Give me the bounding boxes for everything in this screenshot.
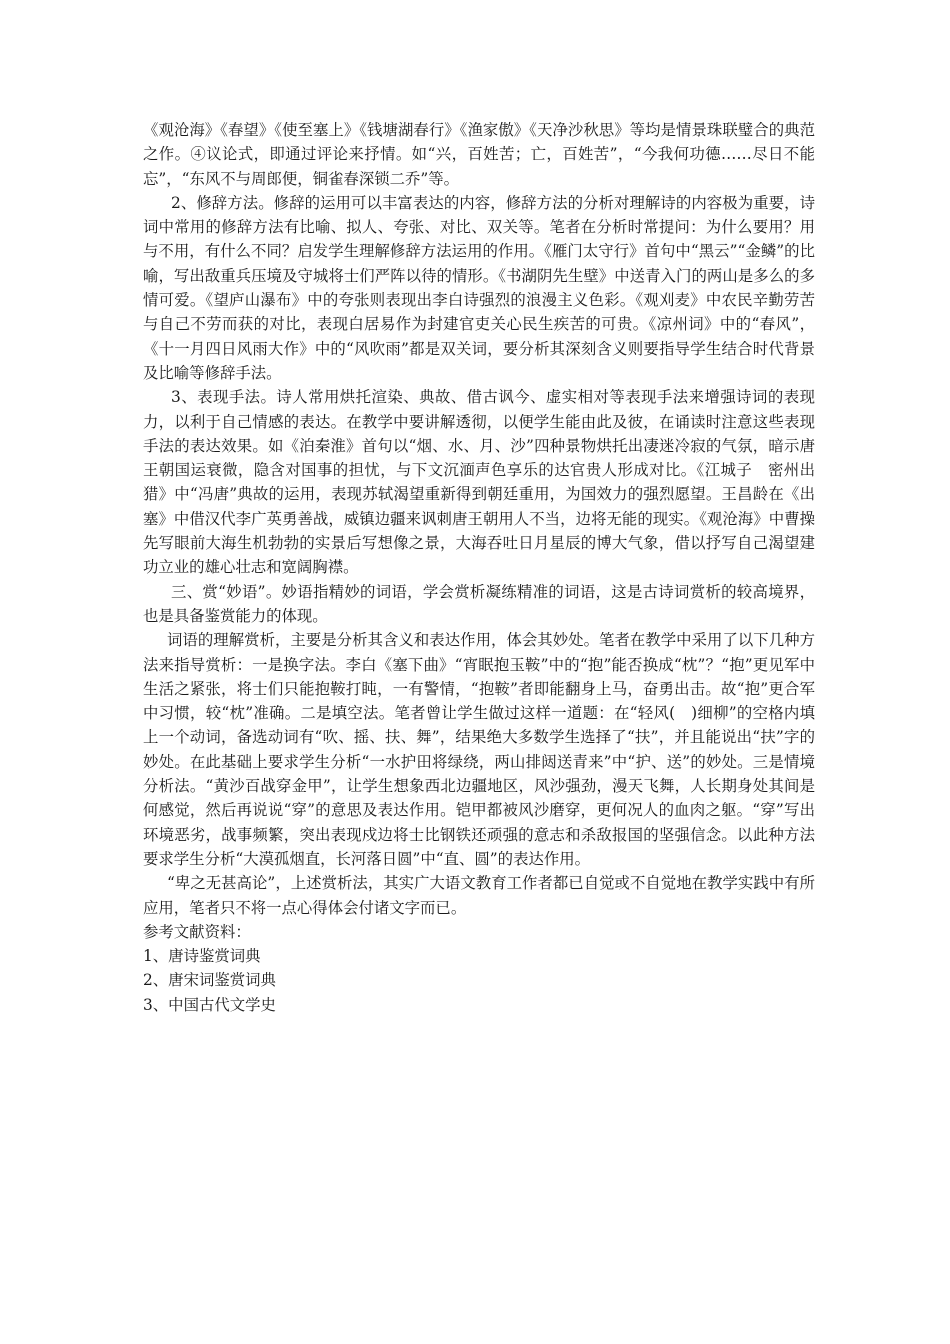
paragraph-conclusion: “卑之无甚高论”，上述赏析法，其实广大语文教育工作者都已自觉或不自觉地在教学实践中有所应用，笔者只不将一点心得体会付诸文字而已。 <box>143 874 815 917</box>
paragraph-expression-techniques: 3、表现手法。诗人常用烘托渲染、典故、借古讽今、虚实相对等表现手法来增强诗词的表现力，以利于自己情感的表达。在教学中要讲解透彻，以便学生能由此及彼，在诵读时注意这些表现手法的表达效果。如《泊秦淮》首句以“烟、水、月、沙”四种景物烘托出凄迷冷寂的气氛，暗示唐王朝国运衰微，隐含对国事的担忧，与下文沉湎声色享乐的达官贵人形成对比。《江城子 密州出猎》中“冯唐”典故的运用，表现苏轼渴望重新得到朝廷重用，为国效力的强烈愿望。王昌龄在《出塞》中借汉代李广英勇善战，威镇边疆来讽刺唐王朝用人不当，边将无能的现实。《观沧海》中曹操先写眼前大海生机勃勃的实景后写想像之景，大海吞吐日月星辰的博大气象，借以抒写自己渴望建功立业的雄心壮志和宽阔胸襟。 <box>143 388 815 577</box>
reference-item: 3、中国古代文学史 <box>143 995 276 1014</box>
reference-item: 2、唐宋词鉴赏词典 <box>143 971 276 990</box>
paragraph-rhetoric-methods: 2、修辞方法。修辞的运用可以丰富表达的内容，修辞方法的分析对理解诗的内容极为重要，诗词中常用的修辞方法有比喻、拟人、夸张、对比、双关等。笔者在分析时常提问：为什么要用？用与不用，有什么不同？启发学生理解修辞方法运用的作用。《雁门太守行》首句中“黑云”“金鳞”的比喻，写出敌重兵压境及守城将士们严阵以待的情形。《书湖阴先生壁》中送青入门的两山是多么的多情可爱。《望庐山瀑布》中的夸张则表现出李白诗强烈的浪漫主义色彩。《观刈麦》中农民辛勤劳苦与自己不劳而获的对比，表现白居易作为封建官吏关心民生疾苦的可贵。《凉州词》中的“春风”，《十一月四日风雨大作》中的“风吹雨”都是双关词，要分析其深刻含义则要指导学生结合时代背景及比喻等修辞手法。 <box>143 193 815 382</box>
document-body <box>143 118 815 1017</box>
reference-item: 1、唐诗鉴赏词典 <box>143 947 261 966</box>
paragraph-appreciate-words: 三、赏“妙语”。妙语指精妙的词语，学会赏析凝练精准的词语，这是古诗词赏析的较高境界，也是具备鉴赏能力的体现。 <box>143 582 815 625</box>
paragraph-lyric-examples: 《观沧海》《春望》《使至塞上》《钱塘湖春行》《渔家傲》《天净沙秋思》等均是情景珠联璧合的典范之作。④议论式，即通过评论来抒情。如“兴，百姓苦；亡，百姓苦”，“今我何功德……尽日不能忘”，“东风不与周郎便，铜雀春深锁二乔”等。 <box>143 121 815 188</box>
paragraph-word-analysis: 词语的理解赏析，主要是分析其含义和表达作用，体会其妙处。笔者在教学中采用了以下几种方法来指导赏析：一是换字法。李白《塞下曲》“宵眠抱玉鞍”中的“抱”能否换成“枕”？“抱”更见军中生活之紧张，将士们只能抱鞍打盹，一有警情，“抱鞍”者即能翻身上马，奋勇出击。故“抱”更合军中习惯，较“枕”准确。二是填空法。笔者曾让学生做过这样一道题：在“轻风( )细柳”的空格内填上一个动词，备选动词有“吹、摇、扶、舞”，结果绝大多数学生选择了“扶”，并且能说出“扶”字的妙处。在此基础上要求学生分析“一水护田将绿绕，两山排闼送青来”中“护、送”的妙处。三是情境分析法。“黄沙百战穿金甲”，让学生想象西北边疆地区，风沙强劲，漫天飞舞，人长期身处其间是何感觉，然后再说说“穿”的意思及表达作用。铠甲都被风沙磨穿，更何况人的血肉之躯。“穿”写出环境恶劣，战事频繁，突出表现戍边将士比钢铁还顽强的意志和杀敌报国的坚强信念。以此种方法要求学生分析“大漠孤烟直，长河落日圆”中“直、圆”的表达作用。 <box>143 631 815 868</box>
references-title: 参考文献资料： <box>143 922 251 941</box>
